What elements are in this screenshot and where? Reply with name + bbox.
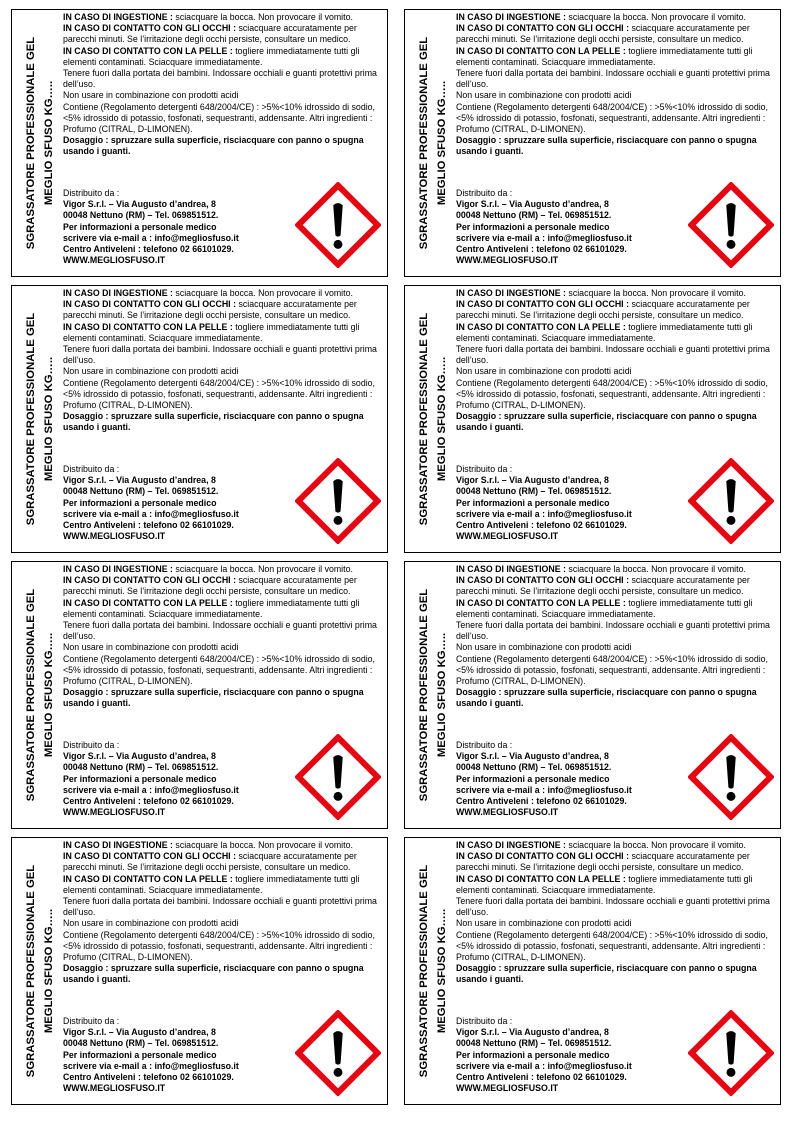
acidi-warning: Non usare in combinazione con prodotti acidi — [63, 90, 239, 101]
acidi-warning: Non usare in combinazione con prodotti acidi — [456, 918, 632, 929]
ingestione-warning: IN CASO DI INGESTIONE : sciacquare la bocca. Non provocare il vomito. — [456, 840, 746, 850]
distributor-intro: Distribuito da : — [456, 1016, 513, 1026]
website: WWW.MEGLIOSFUSO.IT — [63, 1083, 166, 1094]
dosage: Dosaggio : spruzzare sulla superficie, risciacquare con panno o spugna usando i guanti. — [63, 135, 364, 157]
ingestione-warning: IN CASO DI INGESTIONE : sciacquare la bocca. Non provocare il vomito. — [456, 12, 746, 22]
occhi-warning: IN CASO DI CONTATTO CON GLI OCCHI : sciacquare accuratamente per parecchi minuti. Se l’irritazione degli occhi persiste, consultare un medico. — [456, 575, 750, 597]
website: WWW.MEGLIOSFUSO.IT — [456, 1083, 559, 1094]
product-name-line1: SGRASSATORE PROFESSIONALE GEL — [418, 312, 430, 526]
distributor-company: Vigor S.r.l. – Via Augusto d’andrea, 8 — [456, 1027, 609, 1038]
ingredients: Contiene (Regolamento detergenti 648/2004/CE) : >5%<10% idrossido di sodio, <5% idrossido di potassio, fosfonati, sequestranti, addensante. Altri ingredienti : Profumo (CITRAL, D-LIMONEN). — [456, 377, 768, 411]
distributor-company: Vigor S.r.l. – Via Augusto d’andrea, 8 — [63, 475, 216, 486]
pelle-warning: IN CASO DI CONTATTO CON LA PELLE : togliere immediatamente tutti gli elementi contaminati. Sciacquare immediatamente. — [456, 45, 753, 67]
contact-email: scrivere via e-mail a : info@megliosfuso.it — [456, 508, 632, 519]
safety-instructions — [456, 840, 774, 986]
bambini-warning: Tenere fuori dalla portata dei bambini. Indossare occhiali e guanti protettivi prima dell’uso. — [456, 68, 770, 90]
acidi-warning: Non usare in combinazione con prodotti acidi — [456, 366, 632, 377]
distributor-info — [63, 740, 293, 818]
pelle-warning: IN CASO DI CONTATTO CON LA PELLE : togliere immediatamente tutti gli elementi contaminati. Sciacquare immediatamente. — [456, 321, 753, 343]
poison-center: Centro Antiveleni : telefono 02 66101029. — [63, 1072, 234, 1083]
product-label-r1-c1 — [11, 9, 388, 277]
ghs07-exclamation-mark-icon — [688, 734, 774, 820]
dosage: Dosaggio : spruzzare sulla superficie, risciacquare con panno o spugna usando i guanti. — [456, 687, 757, 709]
website: WWW.MEGLIOSFUSO.IT — [456, 255, 559, 266]
ingredients: Contiene (Regolamento detergenti 648/2004/CE) : >5%<10% idrossido di sodio, <5% idrossido di potassio, fosfonati, sequestranti, addensante. Altri ingredienti : Profumo (CITRAL, D-LIMONEN). — [456, 653, 768, 687]
distributor-city: 00048 Nettuno (RM) – Tel. 069851512. — [63, 486, 219, 497]
safety-instructions — [63, 564, 381, 710]
distributor-info — [63, 464, 293, 542]
website: WWW.MEGLIOSFUSO.IT — [456, 531, 559, 542]
contact-email: scrivere via e-mail a : info@megliosfuso.it — [456, 1060, 632, 1071]
product-label-r4-c2 — [404, 837, 781, 1105]
bambini-warning: Tenere fuori dalla portata dei bambini. Indossare occhiali e guanti protettivi prima dell’uso. — [456, 620, 770, 642]
pelle-warning: IN CASO DI CONTATTO CON LA PELLE : togliere immediatamente tutti gli elementi contaminati. Sciacquare immediatamente. — [63, 873, 360, 895]
product-name-line2: MEGLIO SFUSO KG….. — [43, 80, 55, 206]
ingredients: Contiene (Regolamento detergenti 648/2004/CE) : >5%<10% idrossido di sodio, <5% idrossido di potassio, fosfonati, sequestranti, addensante. Altri ingredienti : Profumo (CITRAL, D-LIMONEN). — [63, 377, 375, 411]
bambini-warning: Tenere fuori dalla portata dei bambini. Indossare occhiali e guanti protettivi prima dell’uso. — [63, 620, 377, 642]
dosage: Dosaggio : spruzzare sulla superficie, risciacquare con panno o spugna usando i guanti. — [63, 963, 364, 985]
safety-instructions — [63, 12, 381, 158]
bambini-warning: Tenere fuori dalla portata dei bambini. Indossare occhiali e guanti protettivi prima dell’uso. — [63, 896, 377, 918]
poison-center: Centro Antiveleni : telefono 02 66101029. — [456, 1072, 627, 1083]
product-label-r1-c2 — [404, 9, 781, 277]
distributor-company: Vigor S.r.l. – Via Augusto d’andrea, 8 — [63, 751, 216, 762]
ghs07-exclamation-mark-icon — [688, 182, 774, 268]
product-label-r2-c1 — [11, 285, 388, 553]
acidi-warning: Non usare in combinazione con prodotti acidi — [63, 918, 239, 929]
distributor-intro: Distribuito da : — [63, 188, 120, 198]
pelle-warning: IN CASO DI CONTATTO CON LA PELLE : togliere immediatamente tutti gli elementi contaminati. Sciacquare immediatamente. — [63, 597, 360, 619]
product-name-line1: SGRASSATORE PROFESSIONALE GEL — [25, 864, 37, 1078]
dosage: Dosaggio : spruzzare sulla superficie, risciacquare con panno o spugna usando i guanti. — [63, 687, 364, 709]
contact-email: scrivere via e-mail a : info@megliosfuso.it — [63, 508, 239, 519]
website: WWW.MEGLIOSFUSO.IT — [63, 807, 166, 818]
acidi-warning: Non usare in combinazione con prodotti acidi — [63, 642, 239, 653]
pelle-warning: IN CASO DI CONTATTO CON LA PELLE : togliere immediatamente tutti gli elementi contaminati. Sciacquare immediatamente. — [456, 597, 753, 619]
product-name-vertical — [408, 10, 458, 276]
ingredients: Contiene (Regolamento detergenti 648/2004/CE) : >5%<10% idrossido di sodio, <5% idrossido di potassio, fosfonati, sequestranti, addensante. Altri ingredienti : Profumo (CITRAL, D-LIMONEN). — [456, 101, 768, 135]
ingestione-warning: IN CASO DI INGESTIONE : sciacquare la bocca. Non provocare il vomito. — [456, 288, 746, 298]
poison-center: Centro Antiveleni : telefono 02 66101029. — [63, 520, 234, 531]
product-name-vertical — [15, 10, 65, 276]
pelle-warning: IN CASO DI CONTATTO CON LA PELLE : togliere immediatamente tutti gli elementi contaminati. Sciacquare immediatamente. — [456, 873, 753, 895]
distributor-city: 00048 Nettuno (RM) – Tel. 069851512. — [63, 210, 219, 221]
safety-instructions — [456, 288, 774, 434]
contact-email: scrivere via e-mail a : info@megliosfuso.it — [63, 784, 239, 795]
medical-info: Per informazioni a personale medico — [63, 1049, 217, 1060]
distributor-company: Vigor S.r.l. – Via Augusto d’andrea, 8 — [63, 199, 216, 210]
distributor-company: Vigor S.r.l. – Via Augusto d’andrea, 8 — [456, 751, 609, 762]
product-label-r3-c2 — [404, 561, 781, 829]
ingredients: Contiene (Regolamento detergenti 648/2004/CE) : >5%<10% idrossido di sodio, <5% idrossido di potassio, fosfonati, sequestranti, addensante. Altri ingredienti : Profumo (CITRAL, D-LIMONEN). — [456, 929, 768, 963]
ghs07-exclamation-mark-icon — [688, 458, 774, 544]
product-name-line2: MEGLIO SFUSO KG….. — [43, 908, 55, 1034]
distributor-city: 00048 Nettuno (RM) – Tel. 069851512. — [63, 762, 219, 773]
safety-instructions — [63, 288, 381, 434]
distributor-company: Vigor S.r.l. – Via Augusto d’andrea, 8 — [456, 475, 609, 486]
dosage: Dosaggio : spruzzare sulla superficie, risciacquare con panno o spugna usando i guanti. — [456, 411, 757, 433]
ghs07-exclamation-mark-icon — [295, 182, 381, 268]
medical-info: Per informazioni a personale medico — [456, 773, 610, 784]
product-label-r3-c1 — [11, 561, 388, 829]
poison-center: Centro Antiveleni : telefono 02 66101029. — [63, 244, 234, 255]
product-name-line1: SGRASSATORE PROFESSIONALE GEL — [25, 588, 37, 802]
distributor-city: 00048 Nettuno (RM) – Tel. 069851512. — [456, 762, 612, 773]
distributor-city: 00048 Nettuno (RM) – Tel. 069851512. — [456, 1038, 612, 1049]
dosage: Dosaggio : spruzzare sulla superficie, risciacquare con panno o spugna usando i guanti. — [456, 135, 757, 157]
ingestione-warning: IN CASO DI INGESTIONE : sciacquare la bocca. Non provocare il vomito. — [63, 840, 353, 850]
distributor-city: 00048 Nettuno (RM) – Tel. 069851512. — [456, 486, 612, 497]
occhi-warning: IN CASO DI CONTATTO CON GLI OCCHI : sciacquare accuratamente per parecchi minuti. Se l’irritazione degli occhi persiste, consultare un medico. — [456, 851, 750, 873]
distributor-info — [456, 740, 686, 818]
occhi-warning: IN CASO DI CONTATTO CON GLI OCCHI : sciacquare accuratamente per parecchi minuti. Se l’irritazione degli occhi persiste, consultare un medico. — [63, 23, 357, 45]
dosage: Dosaggio : spruzzare sulla superficie, risciacquare con panno o spugna usando i guanti. — [456, 963, 757, 985]
product-label-r2-c2 — [404, 285, 781, 553]
pelle-warning: IN CASO DI CONTATTO CON LA PELLE : togliere immediatamente tutti gli elementi contaminati. Sciacquare immediatamente. — [63, 321, 360, 343]
distributor-intro: Distribuito da : — [456, 188, 513, 198]
contact-email: scrivere via e-mail a : info@megliosfuso.it — [63, 1060, 239, 1071]
website: WWW.MEGLIOSFUSO.IT — [63, 255, 166, 266]
poison-center: Centro Antiveleni : telefono 02 66101029. — [456, 244, 627, 255]
safety-instructions — [456, 564, 774, 710]
safety-instructions — [63, 840, 381, 986]
product-name-line2: MEGLIO SFUSO KG….. — [436, 80, 448, 206]
distributor-intro: Distribuito da : — [456, 740, 513, 750]
distributor-info — [63, 1016, 293, 1094]
occhi-warning: IN CASO DI CONTATTO CON GLI OCCHI : sciacquare accuratamente per parecchi minuti. Se l’irritazione degli occhi persiste, consultare un medico. — [63, 851, 357, 873]
safety-instructions — [456, 12, 774, 158]
distributor-city: 00048 Nettuno (RM) – Tel. 069851512. — [63, 1038, 219, 1049]
product-name-vertical — [408, 838, 458, 1104]
website: WWW.MEGLIOSFUSO.IT — [63, 531, 166, 542]
pelle-warning: IN CASO DI CONTATTO CON LA PELLE : togliere immediatamente tutti gli elementi contaminati. Sciacquare immediatamente. — [63, 45, 360, 67]
occhi-warning: IN CASO DI CONTATTO CON GLI OCCHI : sciacquare accuratamente per parecchi minuti. Se l’irritazione degli occhi persiste, consultare un medico. — [456, 299, 750, 321]
distributor-info — [456, 464, 686, 542]
bambini-warning: Tenere fuori dalla portata dei bambini. Indossare occhiali e guanti protettivi prima dell’uso. — [456, 896, 770, 918]
medical-info: Per informazioni a personale medico — [63, 221, 217, 232]
product-name-line1: SGRASSATORE PROFESSIONALE GEL — [25, 36, 37, 250]
distributor-info — [456, 1016, 686, 1094]
distributor-city: 00048 Nettuno (RM) – Tel. 069851512. — [456, 210, 612, 221]
product-name-line2: MEGLIO SFUSO KG….. — [43, 632, 55, 758]
distributor-intro: Distribuito da : — [456, 464, 513, 474]
product-name-line2: MEGLIO SFUSO KG….. — [43, 356, 55, 482]
product-name-vertical — [408, 286, 458, 552]
distributor-company: Vigor S.r.l. – Via Augusto d’andrea, 8 — [456, 199, 609, 210]
ingredients: Contiene (Regolamento detergenti 648/2004/CE) : >5%<10% idrossido di sodio, <5% idrossido di potassio, fosfonati, sequestranti, addensante. Altri ingredienti : Profumo (CITRAL, D-LIMONEN). — [63, 653, 375, 687]
product-name-line1: SGRASSATORE PROFESSIONALE GEL — [418, 864, 430, 1078]
medical-info: Per informazioni a personale medico — [63, 773, 217, 784]
dosage: Dosaggio : spruzzare sulla superficie, risciacquare con panno o spugna usando i guanti. — [63, 411, 364, 433]
acidi-warning: Non usare in combinazione con prodotti acidi — [63, 366, 239, 377]
distributor-company: Vigor S.r.l. – Via Augusto d’andrea, 8 — [63, 1027, 216, 1038]
product-name-vertical — [15, 838, 65, 1104]
contact-email: scrivere via e-mail a : info@megliosfuso.it — [456, 784, 632, 795]
distributor-info — [456, 188, 686, 266]
ghs07-exclamation-mark-icon — [295, 734, 381, 820]
product-name-vertical — [15, 562, 65, 828]
distributor-intro: Distribuito da : — [63, 740, 120, 750]
acidi-warning: Non usare in combinazione con prodotti acidi — [456, 642, 632, 653]
ingredients: Contiene (Regolamento detergenti 648/2004/CE) : >5%<10% idrossido di sodio, <5% idrossido di potassio, fosfonati, sequestranti, addensante. Altri ingredienti : Profumo (CITRAL, D-LIMONEN). — [63, 929, 375, 963]
distributor-info — [63, 188, 293, 266]
distributor-intro: Distribuito da : — [63, 1016, 120, 1026]
medical-info: Per informazioni a personale medico — [456, 1049, 610, 1060]
ghs07-exclamation-mark-icon — [295, 1010, 381, 1096]
occhi-warning: IN CASO DI CONTATTO CON GLI OCCHI : sciacquare accuratamente per parecchi minuti. Se l’irritazione degli occhi persiste, consultare un medico. — [456, 23, 750, 45]
distributor-intro: Distribuito da : — [63, 464, 120, 474]
medical-info: Per informazioni a personale medico — [63, 497, 217, 508]
product-name-line1: SGRASSATORE PROFESSIONALE GEL — [418, 36, 430, 250]
medical-info: Per informazioni a personale medico — [456, 221, 610, 232]
poison-center: Centro Antiveleni : telefono 02 66101029. — [456, 796, 627, 807]
ghs07-exclamation-mark-icon — [295, 458, 381, 544]
bambini-warning: Tenere fuori dalla portata dei bambini. Indossare occhiali e guanti protettivi prima dell’uso. — [456, 344, 770, 366]
website: WWW.MEGLIOSFUSO.IT — [456, 807, 559, 818]
ghs07-exclamation-mark-icon — [688, 1010, 774, 1096]
poison-center: Centro Antiveleni : telefono 02 66101029. — [456, 520, 627, 531]
contact-email: scrivere via e-mail a : info@megliosfuso.it — [456, 232, 632, 243]
ingestione-warning: IN CASO DI INGESTIONE : sciacquare la bocca. Non provocare il vomito. — [63, 564, 353, 574]
product-name-line1: SGRASSATORE PROFESSIONALE GEL — [418, 588, 430, 802]
product-name-vertical — [15, 286, 65, 552]
occhi-warning: IN CASO DI CONTATTO CON GLI OCCHI : sciacquare accuratamente per parecchi minuti. Se l’irritazione degli occhi persiste, consultare un medico. — [63, 299, 357, 321]
product-name-line1: SGRASSATORE PROFESSIONALE GEL — [25, 312, 37, 526]
product-name-line2: MEGLIO SFUSO KG….. — [436, 908, 448, 1034]
product-name-line2: MEGLIO SFUSO KG….. — [436, 632, 448, 758]
ingestione-warning: IN CASO DI INGESTIONE : sciacquare la bocca. Non provocare il vomito. — [63, 12, 353, 22]
product-name-vertical — [408, 562, 458, 828]
poison-center: Centro Antiveleni : telefono 02 66101029. — [63, 796, 234, 807]
ingestione-warning: IN CASO DI INGESTIONE : sciacquare la bocca. Non provocare il vomito. — [456, 564, 746, 574]
product-label-r4-c1 — [11, 837, 388, 1105]
ingredients: Contiene (Regolamento detergenti 648/2004/CE) : >5%<10% idrossido di sodio, <5% idrossido di potassio, fosfonati, sequestranti, addensante. Altri ingredienti : Profumo (CITRAL, D-LIMONEN). — [63, 101, 375, 135]
product-name-line2: MEGLIO SFUSO KG….. — [436, 356, 448, 482]
ingestione-warning: IN CASO DI INGESTIONE : sciacquare la bocca. Non provocare il vomito. — [63, 288, 353, 298]
contact-email: scrivere via e-mail a : info@megliosfuso.it — [63, 232, 239, 243]
bambini-warning: Tenere fuori dalla portata dei bambini. Indossare occhiali e guanti protettivi prima dell’uso. — [63, 344, 377, 366]
medical-info: Per informazioni a personale medico — [456, 497, 610, 508]
bambini-warning: Tenere fuori dalla portata dei bambini. Indossare occhiali e guanti protettivi prima dell’uso. — [63, 68, 377, 90]
occhi-warning: IN CASO DI CONTATTO CON GLI OCCHI : sciacquare accuratamente per parecchi minuti. Se l’irritazione degli occhi persiste, consultare un medico. — [63, 575, 357, 597]
acidi-warning: Non usare in combinazione con prodotti acidi — [456, 90, 632, 101]
